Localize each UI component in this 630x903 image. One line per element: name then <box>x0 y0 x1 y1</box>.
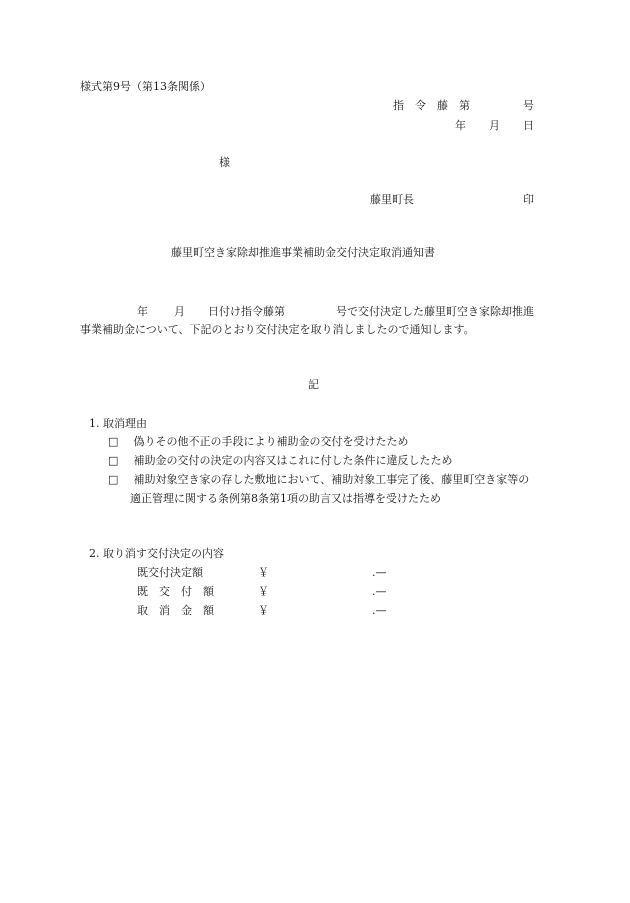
sender-title: 藤里町長 <box>370 193 414 206</box>
amount-suffix: .— <box>372 566 387 579</box>
currency-symbol: ￥ <box>258 585 269 598</box>
addressee-suffix: 様 <box>219 156 230 169</box>
date-year: 年 <box>455 119 466 132</box>
reference-number-suffix: 号 <box>523 99 534 112</box>
date-day: 日 <box>523 119 534 132</box>
checkbox-icon: □ <box>108 435 119 448</box>
amount-label: 既交付決定額 <box>137 566 203 579</box>
currency-symbol: ￥ <box>258 566 269 579</box>
reason-text: 補助対象空き家の存した敷地において、補助対象工事完了後、藤里町空き家等の <box>133 473 530 486</box>
body-reference-text: 日付け指令藤第 <box>208 305 285 318</box>
reason-text: 偽りその他不正の手段により補助金の交付を受けたため <box>133 435 409 448</box>
body-decision-text: 号で交付決定した藤里町空き家除却推進 <box>336 305 534 318</box>
reason-text: 補助金の交付の決定の内容又はこれに付した条件に違反したため <box>133 454 453 467</box>
amount-label: 取 消 金 額 <box>137 604 214 617</box>
form-label: 様式第9号（第13条関係） <box>80 80 211 93</box>
amount-suffix: .— <box>372 585 387 598</box>
document-title: 藤里町空き家除却推進事業補助金交付決定取消通知書 <box>171 246 435 259</box>
reference-number-prefix: 指 令 藤 第 <box>393 99 470 112</box>
section-2-heading: 2. 取り消す交付決定の内容 <box>89 547 224 560</box>
amount-suffix: .— <box>372 604 387 617</box>
checkbox-icon: □ <box>108 473 119 486</box>
reason-item <box>108 435 409 449</box>
ki-marker: 記 <box>308 378 319 391</box>
seal-mark: 印 <box>523 193 534 206</box>
body-month: 月 <box>174 305 185 318</box>
reason-item <box>108 454 453 468</box>
amount-label: 既 交 付 額 <box>137 585 214 598</box>
body-line-2: 事業補助金について、下記のとおり交付決定を取り消しましたので通知します。 <box>80 323 475 336</box>
reason-item <box>108 473 529 487</box>
checkbox-icon: □ <box>108 454 119 467</box>
section-1-heading: 1. 取消理由 <box>89 417 147 430</box>
reason-text-continuation: 適正管理に関する条例第8条第1項の助言又は指導を受けたため <box>130 492 441 505</box>
currency-symbol: ￥ <box>258 604 269 617</box>
body-year: 年 <box>137 305 148 318</box>
date-month: 月 <box>489 119 500 132</box>
